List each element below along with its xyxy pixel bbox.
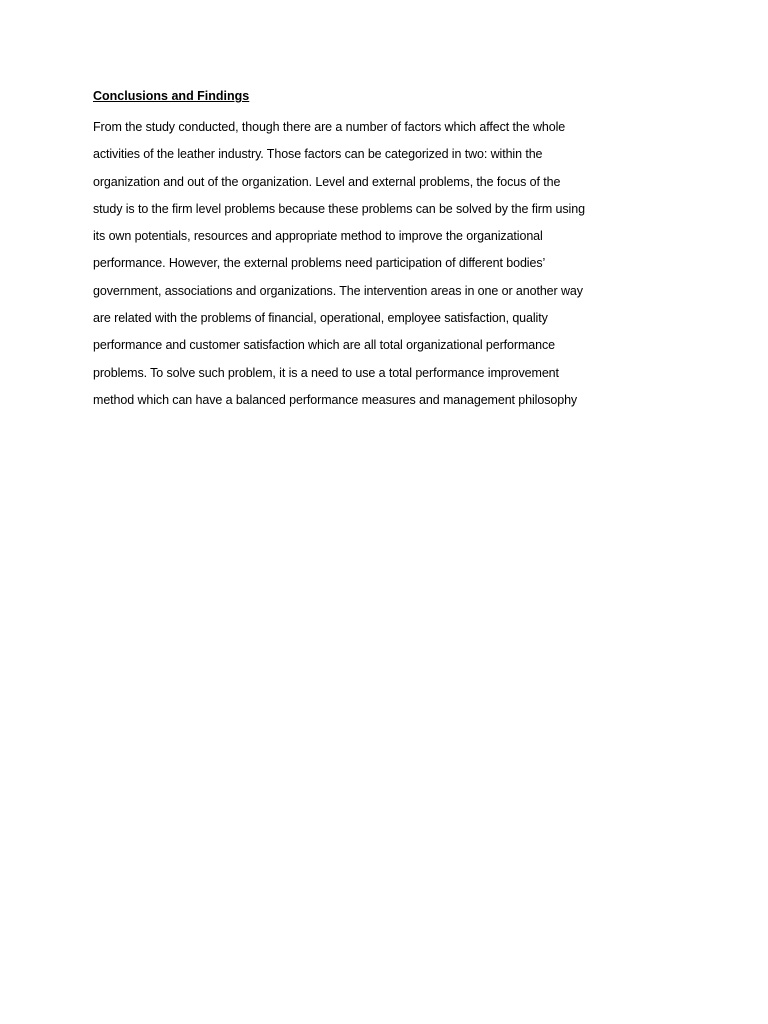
paragraph-line: method which can have a balanced performance measures and management philosophy xyxy=(93,392,578,407)
section-heading: Conclusions and Findings xyxy=(93,89,250,103)
document-body xyxy=(93,87,653,414)
paragraph-line: performance and customer satisfaction which are all total organizational performance xyxy=(93,338,555,353)
paragraph-line: its own potentials, resources and appropriate method to improve the organizational xyxy=(93,229,543,244)
paragraph-line: study is to the firm level problems because these problems can be solved by the firm using xyxy=(93,201,585,216)
paragraph-line: government, associations and organizations. The intervention areas in one or another way xyxy=(93,283,583,298)
paragraph-line: performance. However, the external problems need participation of different bodies’ xyxy=(93,256,546,271)
paragraph-line: activities of the leather industry. Those factors can be categorized in two: within the xyxy=(93,147,543,162)
paragraph-line: problems. To solve such problem, it is a need to use a total performance improvement xyxy=(93,365,559,380)
paragraph-line: are related with the problems of financial, operational, employee satisfaction, quality xyxy=(93,311,548,326)
paragraph-line: organization and out of the organization. Level and external problems, the focus of the xyxy=(93,174,561,189)
paragraph-line: From the study conducted, though there are a number of factors which affect the whole xyxy=(93,120,566,134)
paragraph xyxy=(93,114,653,414)
